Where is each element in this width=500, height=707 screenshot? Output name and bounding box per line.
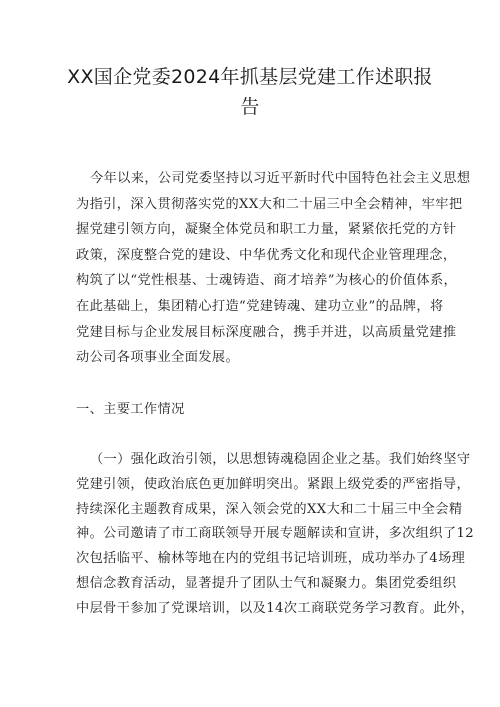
paragraph-line: 政策，深度整合党的建设、中华优秀文化和现代企业管理理念，	[76, 247, 457, 263]
paragraph-line: 今年以来，公司党委坚持以习近平新时代中国特色社会主义思想	[90, 171, 471, 186]
intro-paragraph	[76, 166, 471, 371]
paragraph-line: 握党建引领方向，凝聚全体党员和职工力量，紧紧依托党的方针	[76, 222, 457, 238]
paragraph-line: 持续深化主题教育成果，深入领会党的XX大和二十届三中全会精	[76, 501, 463, 517]
title-line: XX国企党委2024年抓基层党建工作述职报	[67, 66, 433, 88]
paragraph-line: 党建引领，使政治底色更加鲜明突出。紧跟上级党委的严密指导，	[76, 476, 471, 492]
paragraph-line: 党建目标与企业发展目标深度融合，携手并进，以高质量党建推	[76, 324, 457, 340]
paragraph-line: 动公司各项事业全面发展。	[76, 350, 240, 366]
title-line: 告	[240, 96, 260, 118]
paragraph-line: 想信念教育活动，显著提升了团队士气和凝聚力。集团党委组织	[76, 575, 457, 591]
paragraph-line: 在此基础上，集团精心打造“党建铸魂、建功立业”的品牌，将	[76, 298, 444, 314]
section-heading: 一、主要工作情况	[76, 402, 185, 417]
section-paragraph	[76, 448, 475, 622]
paragraph-line: 构筑了以“党性根基、士魂铸造、商才培养”为核心的价值体系，	[76, 273, 458, 289]
paragraph-line: 为指引，深入贯彻落实党的XX大和二十届三中全会精神，牢牢把	[76, 196, 463, 212]
paragraph-line: 中层骨干参加了党课培训，以及14次工商联党务学习教育。此外，	[76, 600, 475, 616]
paragraph-line: 神。公司邀请了市工商联领导开展专题解读和宣讲，多次组织了12	[76, 526, 475, 542]
paragraph-line: （一）强化政治引领，以思想铸魂稳固企业之基。我们始终坚守	[90, 452, 471, 467]
paragraph-line: 次包括临平、榆林等地在内的党组书记培训班，成功举办了4场理	[76, 551, 466, 567]
document-title	[62, 62, 438, 122]
